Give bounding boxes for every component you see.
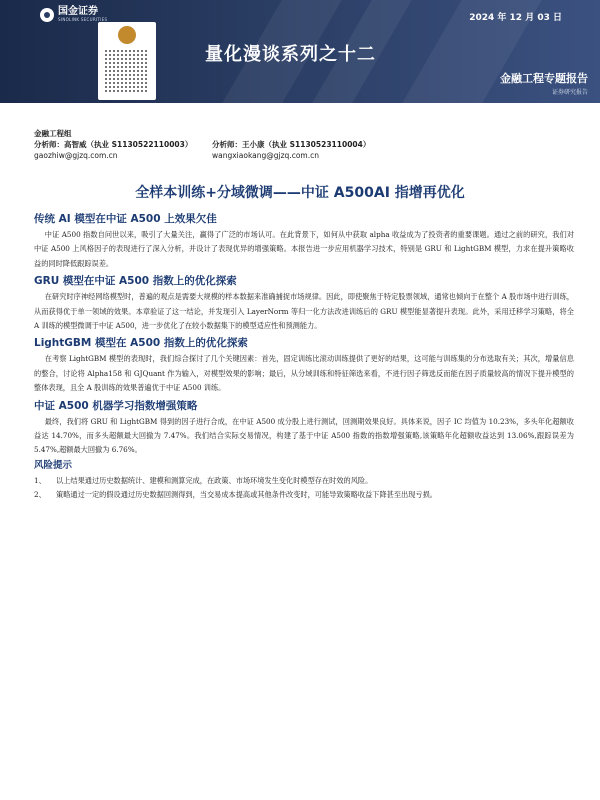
qr-code-icon — [105, 48, 149, 92]
report-subtype: 证券研究报告 — [551, 89, 588, 96]
section-body: 在考察 LightGBM 模型的表现时，我们综合探讨了几个关键因素：首先，固定训练比滚动训练提供了更好的结果，这可能与训练集的分布选取有关；其次，增量信息的整合，讨论将 Alpha158 和 GJQuant 作为输入，对模型效果的影响；最后，从分域训练和特征筛选来看，不进行因子筛选反而能在因子质量较高的情况下提升模型的整体表现，且全 A 股训练的效果普遍优于中证 A500 训练。 — [34, 354, 574, 393]
report-title: 全样本训练+分域微调——中证 A500AI 指增再优化 — [135, 185, 465, 201]
team-name: 金融工程组 — [34, 129, 72, 138]
section-heading: LightGBM 模型在 A500 指数上的优化探索 — [34, 337, 248, 350]
section-heading: GRU 模型在中证 A500 指数上的优化探索 — [34, 275, 237, 288]
logo-icon — [40, 8, 54, 22]
analyst-2: 分析师：王小康（执业 S1130523110004） — [212, 140, 371, 149]
risk-item-number: 2、 — [34, 489, 46, 499]
analyst-info — [34, 128, 370, 161]
section-body: 在研究时序神经网络模型时，普遍的观点是需要大规模的样本数据来准确捕捉市场规律。因此，即使聚焦于特定股票领域，通常也倾向于在整个 A 股市场中进行训练，从而获得优于单一领域的效果。本章验证了这一结论，并发现引入 LayerNorm 等归一化方法改进训练后的 GRU 模型能显著提升表现。此外，采用迁移学习策略，将全 A 训练的模型微调于中证 A500，进一步优化了在较小数据集下的模型适应性和预测能力。 — [34, 292, 574, 331]
section-body: 最终，我们将 GRU 和 LightGBM 得到的因子进行合成，在中证 A500 成分股上进行测试，回测期效果良好。具体来说，因子 IC 均值为 10.23%，多头年化超额收益达 14.70%，而多头超额最大回撤为 7.47%。我们结合实际交易情况，构建了基于中证 A500 指数的指数增强策略,该策略年化超额收益达到 13.06%,跟踪误差为 5.47%,超额最大回撤为 6.76%。 — [34, 416, 574, 455]
report-date: 2024 年 12 月 03 日 — [469, 13, 562, 23]
company-logo — [40, 6, 107, 23]
risk-item — [34, 474, 574, 488]
risk-item-text: 以上结果通过历史数据统计、建模和测算完成，在政策、市场环境发生变化时模型存在时效的风险。 — [56, 475, 373, 485]
risk-item — [34, 488, 574, 502]
qr-code-card — [98, 22, 156, 100]
analyst-2-email[interactable]: wangxiaokang@gjzq.com.cn — [212, 151, 319, 160]
report-summary — [34, 209, 574, 502]
logo-text-cn: 国金证券 — [58, 6, 98, 17]
section-heading: 传统 AI 模型在中证 A500 上效果欠佳 — [34, 213, 217, 225]
risk-item-number: 1、 — [34, 475, 46, 485]
analyst-1-email[interactable]: gaozhiw@gjzq.com.cn — [34, 151, 118, 160]
report-banner — [0, 0, 600, 103]
series-title: 量化漫谈系列之十二 — [205, 44, 376, 65]
badge-icon — [118, 26, 136, 44]
report-type: 金融工程专题报告 — [500, 72, 588, 85]
logo-text-en: SINOLINK SECURITIES — [58, 17, 108, 22]
section-heading: 中证 A500 机器学习指数增强策略 — [34, 399, 198, 412]
section-body: 中证 A500 指数自问世以来，吸引了大量关注，赢得了广泛的市场认可。在此背景下，如何从中获取 alpha 收益成为了投资者的重要课题。通过之前的研究，我们对中证 A500 上风格因子的表现进行了深入分析，并设计了表现优异的增强策略。本报告进一步应用机器学习技术，特别是 GRU 和 LightGBM 模型，力求在提升策略收益的同时降低跟踪误差。 — [34, 230, 574, 268]
analyst-1: 分析师：高智威（执业 S1130522110003） — [34, 140, 193, 149]
risk-item-text: 策略通过一定的假设通过历史数据回测得到，当交易成本提高或其他条件改变时，可能导致策略收益下降甚至出现亏损。 — [56, 489, 437, 499]
risk-heading: 风险提示 — [34, 459, 73, 471]
